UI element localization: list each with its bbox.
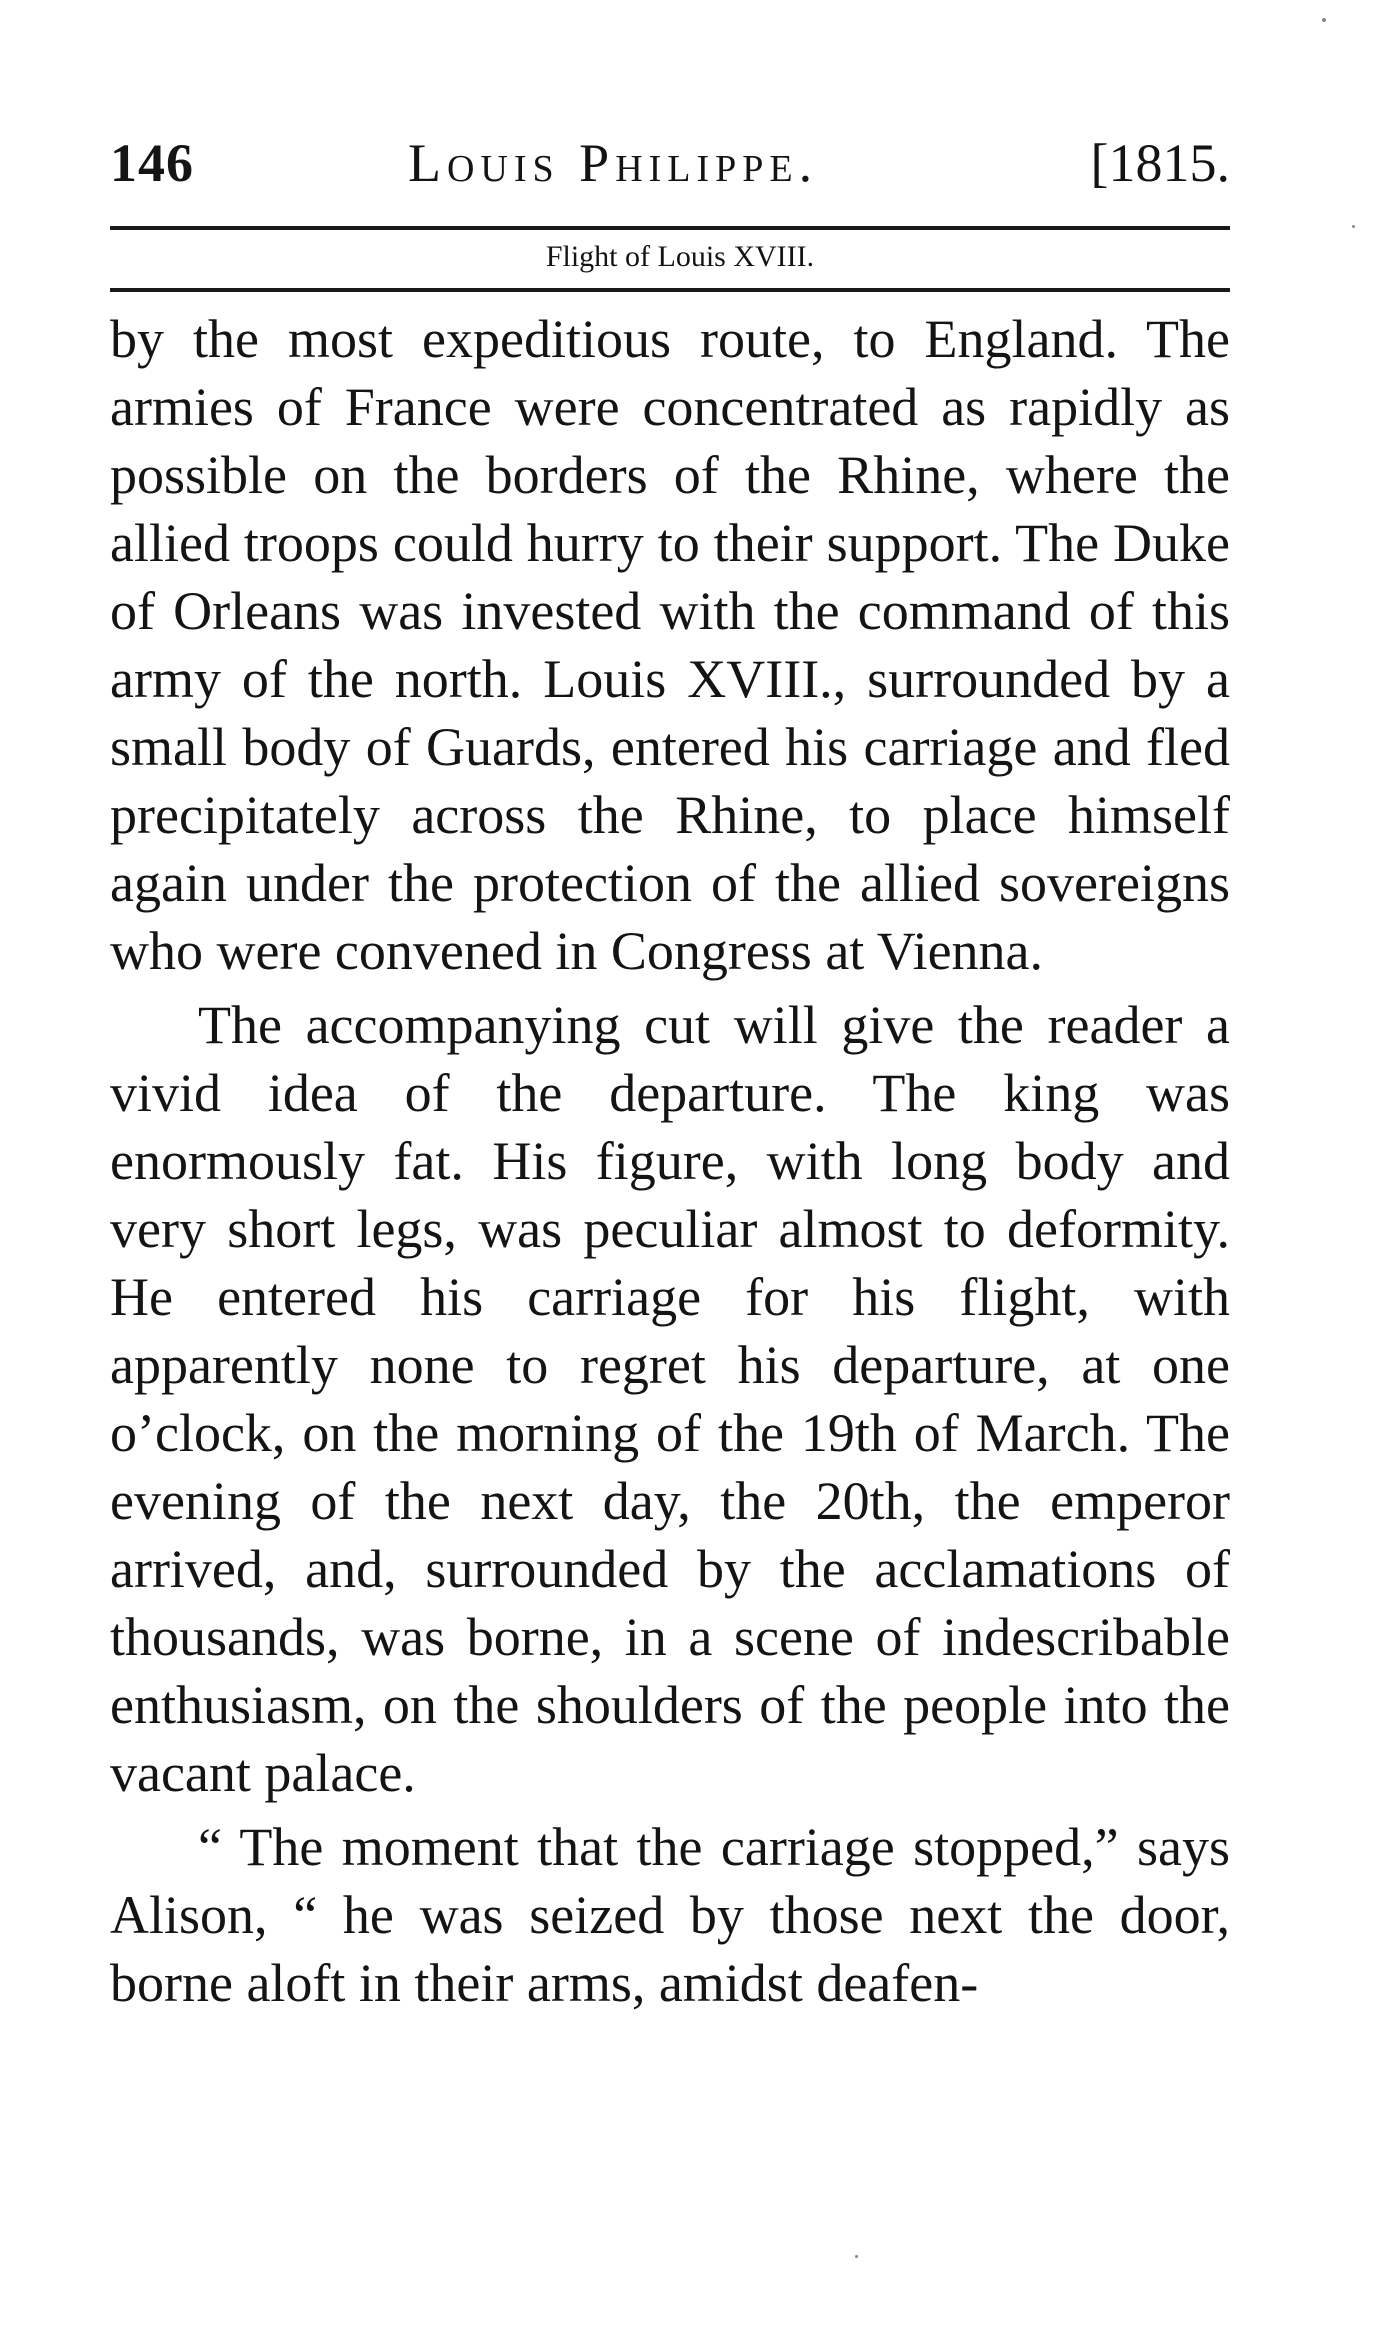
paragraph: The accompanying cut will give the reader a vivid idea of the departure. The king was enormously fat. His figure, with long body and very short legs, was peculiar almost to deformity. He entered his carriage for his flight, with apparently none to regret his departure, at one o’clock, on the morning of the 19th of March. The evening of the next day, the 20th, the emperor arrived, and, surrounded by the acclamations of thousands, was borne, in a scene of indescribable enthusiasm, on the shoulders of the people into the vacant palace. bbox=[110, 995, 1230, 1803]
paper-speck bbox=[1322, 18, 1326, 22]
body-text bbox=[110, 305, 1230, 2017]
running-head bbox=[110, 128, 1230, 198]
book-title: Louis Philippe. bbox=[408, 133, 819, 193]
top-rule bbox=[110, 226, 1230, 230]
paper-speck bbox=[855, 2255, 858, 2258]
paragraph: by the most expeditious route, to England. The armies of France were concentrated as rapidly as possible on the borders of the Rhine, where the allied troops could hurry to their support. The Duke of Orleans was invested with the command of this army of the north. Louis XVIII., surrounded by a small body of Guards, entered his carriage and fled precipitately across the Rhine, to place himself again under the protection of the allied sovereigns who were convened in Congress at Vienna. bbox=[110, 309, 1230, 981]
page-number: 146 bbox=[110, 133, 194, 193]
year-marker: [1815. bbox=[1090, 133, 1230, 193]
paragraph: “ The moment that the carriage stopped,” says Alison, “ he was seized by those next the door, borne aloft in their arms, amidst deafen- bbox=[110, 1817, 1230, 2013]
book-page bbox=[110, 0, 1230, 2334]
bottom-rule bbox=[110, 288, 1230, 292]
paper-speck bbox=[1352, 225, 1355, 228]
section-title: Flight of Louis XVIII. bbox=[545, 240, 815, 273]
